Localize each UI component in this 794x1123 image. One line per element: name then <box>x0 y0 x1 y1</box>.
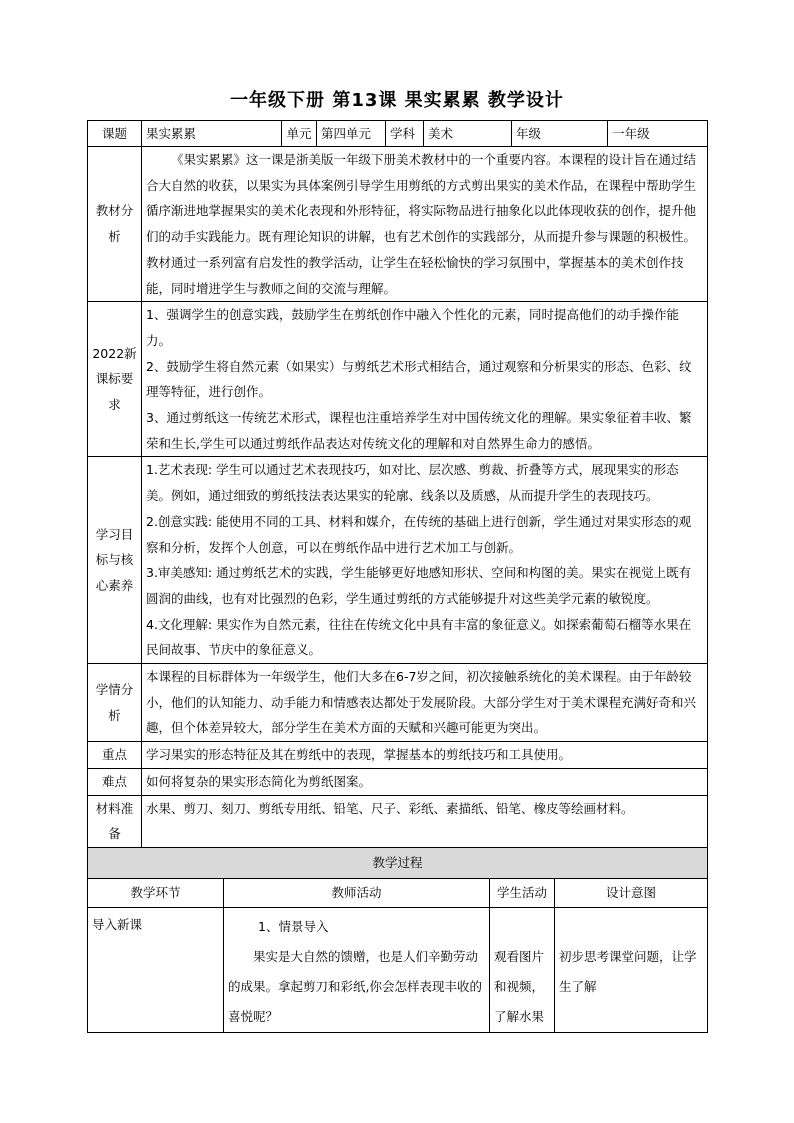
stage-cell: 导入新课 <box>88 907 224 1032</box>
grade-label-cell <box>512 121 608 147</box>
design-intent-cell: 初步思考课堂问题，让学生了解 <box>555 907 708 1032</box>
lesson-plan-table <box>87 120 708 1033</box>
objective-item: 3.审美感知: 通过剪纸艺术的实践，学生能够更好地感知形状、空间和构图的美。果实在视觉上既有圆润的曲线，也有对比强烈的色彩，学生通过剪纸的方式能够提升对这些美学元素的敏锐度。 <box>146 565 692 606</box>
col-intent: 设计意图 <box>555 878 708 907</box>
process-heading-row <box>88 847 708 878</box>
unit-value-text: 第四单元 <box>321 126 372 141</box>
learner-analysis-row <box>88 664 708 742</box>
grade-value: 一年级 <box>608 121 708 147</box>
objective-item: 4.文化理解: 果实作为自然元素，往往在传统文化中具有丰富的象征意义。如探索葡萄石榴等水果在民间故事、节庆中的象征意义。 <box>146 616 692 658</box>
col-student: 学生活动 <box>490 878 555 907</box>
key-point-text: 学习果实的形态特征及其在剪纸中的表现，掌握基本的剪纸技巧和工具使用。 <box>142 742 708 769</box>
objectives-row <box>88 457 708 664</box>
col-teacher: 教师活动 <box>224 878 490 907</box>
teacher-activity-text: 果实是大自然的馈赠，也是人们辛勤劳动的成果。拿起剪刀和彩纸,你会怎样表现丰收的喜悦呢？ <box>228 948 482 1024</box>
course-value: 果实累累 <box>142 121 282 147</box>
page-title: 一年级下册 第13课 果实累累 教学设计 <box>230 90 564 111</box>
standard-content <box>142 302 708 457</box>
standard-item: 1、强调学生的创意实践，鼓励学生在剪纸创作中融入个性化的元素，同时提高他们的动手操作能力。 <box>146 307 679 348</box>
grade-label: 年级 <box>516 126 542 141</box>
process-row <box>88 907 708 1032</box>
standard-row <box>88 302 708 457</box>
key-point-label: 重点 <box>88 742 142 769</box>
standard-item: 2、鼓励学生将自然元素（如果实）与剪纸艺术形式相结合，通过观察和分析果实的形态、色彩、纹理等特征，进行创作。 <box>146 358 692 400</box>
materials-row <box>88 795 708 847</box>
header-row <box>88 121 708 147</box>
standard-label: 2022新课标要求 <box>88 302 142 457</box>
learner-analysis-label: 学情分析 <box>88 664 142 742</box>
col-stage: 教学环节 <box>88 878 224 907</box>
difficulty-row <box>88 768 708 795</box>
teacher-activity-title: 1、情景导入 <box>258 918 329 934</box>
material-analysis-row <box>88 147 708 302</box>
subject-label: 学科 <box>386 121 424 147</box>
unit-label: 单元 <box>282 121 317 147</box>
objective-item: 2.创意实践: 能使用不同的工具、材料和媒介，在传统的基础上进行创新，学生通过对果实形态的观察和分析，发挥个人创意，可以在剪纸作品中进行艺术加工与创新。 <box>146 513 692 555</box>
process-heading: 教学过程 <box>88 847 708 878</box>
learner-analysis-text: 本课程的目标群体为一年级学生，他们大多在6-7岁之间，初次接触系统化的美术课程。由于年龄较小，他们的认知能力、动手能力和情感表达都处于发展阶段。大部分学生对于美术课程充满好奇和兴趣，但个体差异较大，部分学生在美术方面的天赋和兴趣可能更为突出。 <box>142 664 708 742</box>
difficulty-text: 如何将复杂的果实形态简化为剪纸图案。 <box>142 768 708 795</box>
student-activity-cell: 观看图片和视频，了解水果 <box>490 907 555 1032</box>
materials-text: 水果、剪刀、刻刀、剪纸专用纸、铅笔、尺子、彩纸、素描纸、铅笔、橡皮等绘画材料。 <box>142 795 708 847</box>
course-label: 课题 <box>88 121 142 147</box>
subject-value: 美术 <box>424 121 512 147</box>
objectives-label: 学习目标与核心素养 <box>88 457 142 664</box>
materials-label: 材料准备 <box>88 795 142 847</box>
teacher-activity-cell <box>224 907 490 1032</box>
material-analysis-text: 《果实累累》这一课是浙美版一年级下册美术教材中的一个重要内容。本课程的设计旨在通过结合大自然的收获，以果实为具体案例引导学生用剪纸的方式剪出果实的美术作品，在课程中帮助学生循序渐进地掌握果实的美术化表现和外形特征，将实际物品进行抽象化以此体现收获的创作，提升他们的动手实践能力。既有理论知识的讲解，也有艺术创作的实践部分，从而提升参与课题的积极性。教材通过一系列富有启发性的教学活动，让学生在轻松愉快的学习氛围中，掌握基本的美术创作技能，同时增进学生与教师之间的交流与理解。 <box>142 147 708 302</box>
process-columns-row <box>88 878 708 907</box>
objectives-content <box>142 457 708 664</box>
difficulty-label: 难点 <box>88 768 142 795</box>
material-analysis-label: 教材分析 <box>88 147 142 302</box>
objective-item: 1.艺术表现: 学生可以通过艺术表现技巧，如对比、层次感、剪裁、折叠等方式，展现果实的形态美。例如，通过细致的剪纸技法表达果实的轮廓、线条以及质感，从而提升学生的表现技巧。 <box>146 462 679 504</box>
key-point-row <box>88 742 708 769</box>
standard-item: 3、通过剪纸这一传统艺术形式，课程也注重培养学生对中国传统文化的理解。果实象征着丰收、繁荣和生长,学生可以通过剪纸作品表达对传统文化的理解和对自然界生命力的感悟。 <box>146 410 692 451</box>
unit-value-cell <box>317 121 386 147</box>
